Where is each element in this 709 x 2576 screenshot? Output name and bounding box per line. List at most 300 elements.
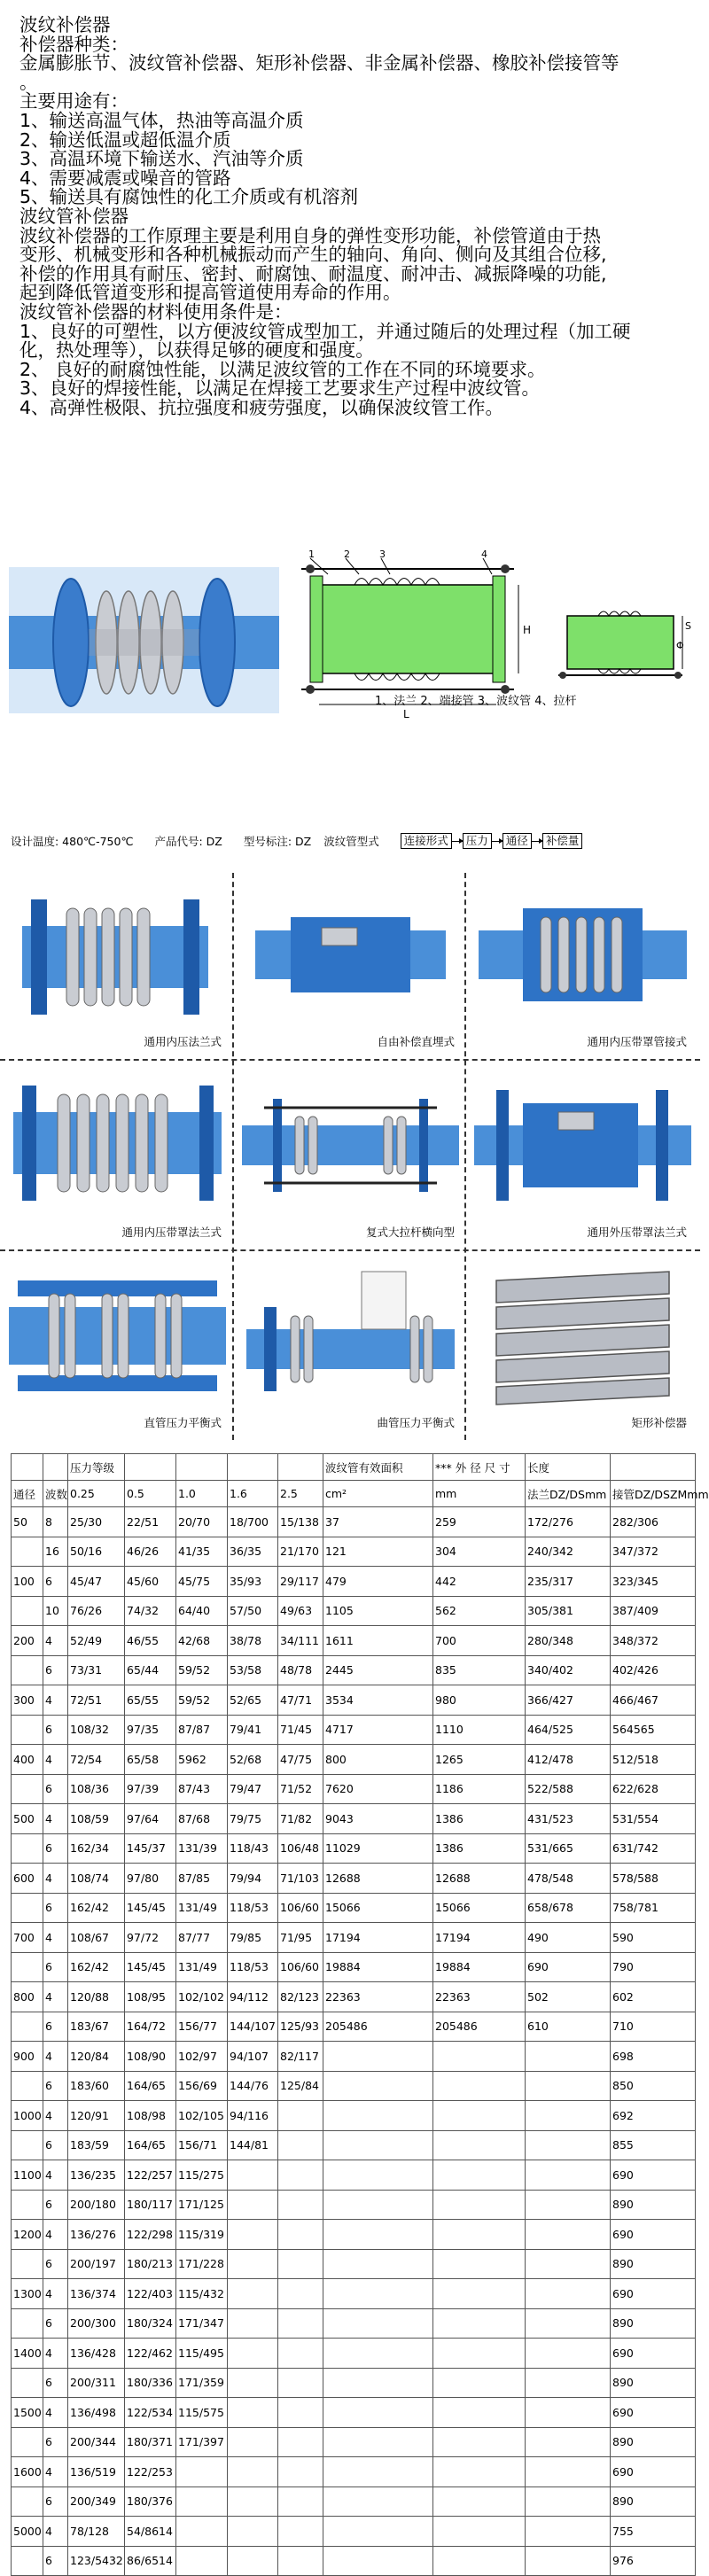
table-row: [12, 2042, 696, 2072]
table-cell: 240/342: [526, 1537, 611, 1567]
table-cell: 通径: [12, 1481, 43, 1507]
table-cell: 144/76: [228, 2071, 278, 2101]
table-cell: 5000: [12, 2517, 43, 2547]
table-cell: 65/55: [125, 1685, 176, 1716]
table-cell: 6: [43, 1715, 68, 1745]
table-cell: 690: [611, 2398, 696, 2428]
table-cell: 690: [611, 2220, 696, 2250]
table-cell: [323, 2190, 433, 2220]
table-row: [12, 1833, 696, 1864]
grid-divider: [0, 1249, 700, 1251]
variant-caption: 通用内压带罩管接式: [587, 1035, 687, 1048]
intro-line: 金属膨胀节、波纹管补偿器、矩形补偿器、非金属补偿器、橡胶补偿接管等: [19, 52, 619, 74]
table-cell: 171/347: [176, 2308, 228, 2339]
table-cell: 106/48: [278, 1833, 323, 1864]
table-row: [12, 2190, 696, 2220]
table-cell: 接管DZ/DSZMmm: [611, 1481, 696, 1507]
table-cell: [228, 2517, 278, 2547]
table-cell: [278, 2427, 323, 2457]
table-cell: 1.0: [176, 1481, 228, 1507]
intro-text: [19, 16, 689, 417]
table-cell: [323, 2249, 433, 2279]
table-cell: 87/43: [176, 1774, 228, 1804]
variant-caption: 通用内压法兰式: [144, 1035, 222, 1048]
table-cell: 45/60: [125, 1567, 176, 1597]
table-row: [12, 2101, 696, 2131]
schematic-label-H: H: [523, 624, 532, 636]
table-cell: [433, 2308, 526, 2339]
variant-caption: 复式大拉杆横向型: [365, 1226, 455, 1239]
table-cell: [176, 2517, 228, 2547]
table-cell: 758/781: [611, 1893, 696, 1923]
table-cell: 53/58: [228, 1655, 278, 1685]
table-cell: 122/403: [125, 2279, 176, 2309]
table-cell: 890: [611, 2190, 696, 2220]
table-cell: 41/35: [176, 1537, 228, 1567]
table-cell: 118/53: [228, 1952, 278, 1982]
table-cell: 6: [43, 1655, 68, 1685]
table-cell: 86/6514: [125, 2546, 176, 2576]
table-cell: 45/75: [176, 1567, 228, 1597]
table-cell: *** 外 径 尺 寸: [433, 1454, 526, 1481]
table-cell: 97/80: [125, 1864, 176, 1894]
table-cell: [228, 2546, 278, 2576]
variant-caption: 曲管压力平衡式: [377, 1416, 455, 1429]
table-cell: 64/40: [176, 1596, 228, 1626]
table-cell: 46/55: [125, 1626, 176, 1656]
intro-line: 4、需要减震或噪音的管路: [19, 167, 231, 189]
table-cell: 200/311: [68, 2368, 125, 2398]
table-cell: [176, 2546, 228, 2576]
table-cell: 466/467: [611, 1685, 696, 1716]
table-cell: 131/39: [176, 1833, 228, 1864]
design-temperature: 设计温度: 480℃-750℃: [11, 835, 134, 848]
table-cell: 122/462: [125, 2339, 176, 2369]
table-cell: 156/77: [176, 2012, 228, 2042]
table-cell: [228, 2427, 278, 2457]
table-cell: 118/43: [228, 1833, 278, 1864]
table-cell: 72/51: [68, 1685, 125, 1716]
table-cell: [278, 2101, 323, 2131]
variant-caption: 直管压力平衡式: [144, 1416, 222, 1429]
table-cell: 121: [323, 1537, 433, 1567]
table-cell: [433, 2220, 526, 2250]
table-cell: 200/344: [68, 2427, 125, 2457]
table-cell: 22363: [433, 1982, 526, 2012]
intro-line: 波纹补偿器: [19, 14, 111, 35]
table-cell: 300: [12, 1685, 43, 1716]
table-cell: [12, 1715, 43, 1745]
table-cell: 800: [323, 1745, 433, 1775]
table-cell: [433, 2279, 526, 2309]
table-cell: [433, 2071, 526, 2101]
table-cell: 1386: [433, 1833, 526, 1864]
table-cell: 22363: [323, 1982, 433, 2012]
table-cell: [526, 2101, 611, 2131]
table-cell: 120/88: [68, 1982, 125, 2012]
table-cell: 710: [611, 2012, 696, 2042]
variant-straight-balanced: [4, 1254, 230, 1436]
table-cell: [278, 2308, 323, 2339]
table-cell: 180/336: [125, 2368, 176, 2398]
table-cell: 123/5432: [68, 2546, 125, 2576]
table-cell: 59/52: [176, 1655, 228, 1685]
table-cell: [526, 2339, 611, 2369]
table-cell: 4: [43, 1685, 68, 1716]
table-cell: 156/71: [176, 2130, 228, 2160]
table-cell: 71/95: [278, 1923, 323, 1953]
table-cell: 97/39: [125, 1774, 176, 1804]
table-cell: 115/432: [176, 2279, 228, 2309]
table-cell: 1600: [12, 2457, 43, 2487]
table-cell: 6: [43, 1774, 68, 1804]
table-cell: 74/32: [125, 1596, 176, 1626]
intro-line: 波纹管补偿器的材料使用条件是：: [19, 300, 292, 323]
table-cell: 12688: [433, 1864, 526, 1894]
table-cell: 890: [611, 2308, 696, 2339]
table-cell: 700: [433, 1626, 526, 1656]
table-cell: 106/60: [278, 1893, 323, 1923]
table-cell: 42/68: [176, 1626, 228, 1656]
table-cell: [433, 2457, 526, 2487]
table-cell: [12, 1833, 43, 1864]
table-cell: 87/85: [176, 1864, 228, 1894]
table-cell: 512/518: [611, 1745, 696, 1775]
table-cell: [12, 2427, 43, 2457]
table-cell: 79/94: [228, 1864, 278, 1894]
box-connection: 连接形式: [401, 833, 452, 849]
table-cell: 100: [12, 1567, 43, 1597]
table-cell: 108/74: [68, 1864, 125, 1894]
table-cell: [433, 2517, 526, 2547]
table-cell: 115/319: [176, 2220, 228, 2250]
grid-divider: [232, 873, 234, 1440]
table-cell: 835: [433, 1655, 526, 1685]
table-cell: [526, 2398, 611, 2428]
table-cell: 6: [43, 1893, 68, 1923]
table-cell: 4: [43, 2339, 68, 2369]
table-cell: [125, 1454, 176, 1481]
table-cell: [12, 2249, 43, 2279]
table-cell: 6: [43, 1833, 68, 1864]
intro-line: 变形、机械变形和各种机械振动而产生的轴向、角向、侧向及其组合位移,: [19, 244, 607, 266]
table-cell: 4: [43, 2517, 68, 2547]
table-cell: 4: [43, 2101, 68, 2131]
table-cell: 145/37: [125, 1833, 176, 1864]
table-row: [12, 2160, 696, 2191]
table-row: [12, 2012, 696, 2042]
table-cell: 72/54: [68, 1745, 125, 1775]
table-cell: 431/523: [526, 1804, 611, 1834]
table-cell: [526, 2457, 611, 2487]
table-cell: [278, 2160, 323, 2191]
table-cell: 1265: [433, 1745, 526, 1775]
table-cell: 108/98: [125, 2101, 176, 2131]
table-cell: 200/349: [68, 2487, 125, 2517]
table-cell: 65/58: [125, 1745, 176, 1775]
table-cell: 79/47: [228, 1774, 278, 1804]
table-cell: 690: [526, 1952, 611, 1982]
table-cell: 29/117: [278, 1567, 323, 1597]
table-cell: 19884: [433, 1952, 526, 1982]
table-cell: [526, 2071, 611, 2101]
table-cell: 1110: [433, 1715, 526, 1745]
product-code: 产品代号: DZ: [154, 835, 222, 848]
table-cell: 115/275: [176, 2160, 228, 2191]
table-cell: 19884: [323, 1952, 433, 1982]
table-cell: 200/197: [68, 2249, 125, 2279]
table-cell: [433, 2368, 526, 2398]
table-cell: [433, 2339, 526, 2369]
table-cell: 8: [43, 1507, 68, 1537]
variant-general-flange: [4, 873, 230, 1055]
table-cell: 108/95: [125, 1982, 176, 2012]
table-cell: 71/52: [278, 1774, 323, 1804]
table-cell: [323, 2368, 433, 2398]
table-cell: 108/67: [68, 1923, 125, 1953]
variant-tie-rod: [238, 1063, 464, 1245]
table-cell: [433, 2398, 526, 2428]
table-cell: 47/75: [278, 1745, 323, 1775]
table-cell: [323, 2160, 433, 2191]
table-cell: 4: [43, 2220, 68, 2250]
table-cell: 131/49: [176, 1893, 228, 1923]
table-cell: 11029: [323, 1833, 433, 1864]
grid-divider: [464, 873, 466, 1440]
table-cell: 20/70: [176, 1507, 228, 1537]
box-diameter: 通径: [503, 833, 532, 849]
table-cell: 500: [12, 1804, 43, 1834]
table-cell: 120/91: [68, 2101, 125, 2131]
intro-line: 。: [19, 71, 38, 93]
table-row: [12, 1596, 696, 1626]
table-cell: 16: [43, 1537, 68, 1567]
table-cell: 71/45: [278, 1715, 323, 1745]
table-cell: [323, 2101, 433, 2131]
table-cell: 900: [12, 2042, 43, 2072]
intro-line: 起到降低管道变形和提高管道使用寿命的作用。: [19, 282, 401, 304]
table-cell: 46/26: [125, 1537, 176, 1567]
table-cell: 259: [433, 1507, 526, 1537]
table-cell: 890: [611, 2249, 696, 2279]
table-cell: 122/253: [125, 2457, 176, 2487]
table-cell: 54/8614: [125, 2517, 176, 2547]
table-cell: 200: [12, 1626, 43, 1656]
table-cell: 631/742: [611, 1833, 696, 1864]
table-row: [12, 1952, 696, 1982]
table-cell: 700: [12, 1923, 43, 1953]
table-cell: [526, 2160, 611, 2191]
table-cell: 590: [611, 1923, 696, 1953]
table-cell: 1.6: [228, 1481, 278, 1507]
table-cell: 162/34: [68, 1833, 125, 1864]
table-cell: 304: [433, 1537, 526, 1567]
table-row: [12, 1537, 696, 1567]
table-cell: 6: [43, 2427, 68, 2457]
table-cell: 180/376: [125, 2487, 176, 2517]
table-cell: [526, 2427, 611, 2457]
table-cell: 6: [43, 2130, 68, 2160]
intro-line: 1、输送高温气体，热油等高温介质: [19, 109, 304, 131]
table-cell: 71/103: [278, 1864, 323, 1894]
table-cell: 980: [433, 1685, 526, 1716]
table-row: [12, 2546, 696, 2576]
table-cell: 50/16: [68, 1537, 125, 1567]
table-cell: 479: [323, 1567, 433, 1597]
table-cell: 97/35: [125, 1715, 176, 1745]
table-cell: 48/78: [278, 1655, 323, 1685]
table-cell: 115/575: [176, 2398, 228, 2428]
table-cell: [228, 2398, 278, 2428]
table-cell: 102/102: [176, 1982, 228, 2012]
intro-line: 补偿的作用具有耐压、密封、耐腐蚀、耐温度、耐冲击、减振降噪的功能,: [19, 262, 607, 284]
table-row: [12, 2339, 696, 2369]
variant-direct-buried: [238, 873, 464, 1055]
table-cell: 136/276: [68, 2220, 125, 2250]
table-cell: 531/554: [611, 1804, 696, 1834]
table-cell: 49/63: [278, 1596, 323, 1626]
table-cell: [278, 2249, 323, 2279]
table-cell: [433, 2190, 526, 2220]
table-cell: [526, 2190, 611, 2220]
table-cell: 115/495: [176, 2339, 228, 2369]
table-cell: 4: [43, 2279, 68, 2309]
table-row: [12, 1982, 696, 2012]
intro-line: 1、良好的可塑性，以方便波纹管成型加工，并通过随后的处理过程（加工硬: [19, 320, 631, 342]
schematic-label-phi: Φ: [676, 640, 684, 651]
table-cell: 136/498: [68, 2398, 125, 2428]
table-cell: 578/588: [611, 1864, 696, 1894]
table-cell: 690: [611, 2279, 696, 2309]
table-cell: 464/525: [526, 1715, 611, 1745]
table-cell: 52/65: [228, 1685, 278, 1716]
table-cell: 97/72: [125, 1923, 176, 1953]
table-row: [12, 2279, 696, 2309]
table-cell: [323, 2398, 433, 2428]
arrow-icon: [452, 841, 463, 842]
table-cell: 690: [611, 2160, 696, 2191]
table-cell: [526, 2279, 611, 2309]
table-cell: 171/359: [176, 2368, 228, 2398]
intro-line: 3、高温环境下输送水、汽油等介质: [19, 148, 304, 170]
table-cell: 610: [526, 2012, 611, 2042]
table-cell: 890: [611, 2427, 696, 2457]
table-cell: 282/306: [611, 1507, 696, 1537]
table-row: [12, 1893, 696, 1923]
variant-caption: 自由补偿直埋式: [377, 1035, 455, 1048]
grid-divider: [0, 1059, 700, 1061]
table-cell: 0.25: [68, 1481, 125, 1507]
spec-table-grid: [11, 1453, 709, 2576]
table-cell: 52/49: [68, 1626, 125, 1656]
schematic-label-L: L: [403, 708, 409, 720]
table-cell: 122/534: [125, 2398, 176, 2428]
table-row: [12, 2427, 696, 2457]
table-cell: 78/128: [68, 2517, 125, 2547]
table-cell: 法兰DZ/DSmm: [526, 1481, 611, 1507]
table-cell: 622/628: [611, 1774, 696, 1804]
table-cell: [433, 2249, 526, 2279]
table-cell: 17194: [433, 1923, 526, 1953]
table-cell: [526, 2308, 611, 2339]
table-cell: 6: [43, 1567, 68, 1597]
table-row: [12, 1507, 696, 1537]
table-cell: [12, 2190, 43, 2220]
table-row: [12, 1715, 696, 1745]
table-row: [12, 1745, 696, 1775]
table-cell: 1300: [12, 2279, 43, 2309]
table-cell: [176, 1454, 228, 1481]
table-cell: 200/180: [68, 2190, 125, 2220]
table-cell: 171/397: [176, 2427, 228, 2457]
table-cell: [278, 2487, 323, 2517]
table-cell: [323, 2220, 433, 2250]
table-cell: [12, 1952, 43, 1982]
table-cell: 4: [43, 1804, 68, 1834]
table-cell: [526, 2220, 611, 2250]
variant-shield-flange: [4, 1063, 230, 1245]
table-cell: 600: [12, 1864, 43, 1894]
table-cell: [12, 2487, 43, 2517]
table-cell: [228, 2487, 278, 2517]
table-cell: 531/665: [526, 1833, 611, 1864]
table-cell: [526, 2368, 611, 2398]
table-cell: 108/59: [68, 1804, 125, 1834]
table-cell: 47/71: [278, 1685, 323, 1716]
table-cell: 164/65: [125, 2130, 176, 2160]
table-cell: 94/112: [228, 1982, 278, 2012]
table-row: [12, 2398, 696, 2428]
table-cell: [526, 2042, 611, 2072]
table-cell: 348/372: [611, 1626, 696, 1656]
table-cell: 125/93: [278, 2012, 323, 2042]
table-cell: [12, 2546, 43, 2576]
table-cell: 35/93: [228, 1567, 278, 1597]
table-cell: 波数: [43, 1481, 68, 1507]
table-cell: 136/519: [68, 2457, 125, 2487]
table-cell: 6: [43, 2487, 68, 2517]
table-cell: 4: [43, 1745, 68, 1775]
table-cell: 3534: [323, 1685, 433, 1716]
table-cell: 144/107: [228, 2012, 278, 2042]
variant-rectangular: [470, 1254, 696, 1436]
table-cell: [228, 2220, 278, 2250]
table-cell: 890: [611, 2487, 696, 2517]
table-cell: 21/170: [278, 1537, 323, 1567]
table-cell: 87/77: [176, 1923, 228, 1953]
table-cell: [43, 1454, 68, 1481]
table-cell: 1100: [12, 2160, 43, 2191]
table-cell: 108/32: [68, 1715, 125, 1745]
table-cell: 15066: [323, 1893, 433, 1923]
table-cell: 82/123: [278, 1982, 323, 2012]
table-cell: 压力等级: [68, 1454, 125, 1481]
table-header-row: [12, 1481, 696, 1507]
table-row: [12, 1864, 696, 1894]
table-cell: [12, 1537, 43, 1567]
table-cell: 658/678: [526, 1893, 611, 1923]
table-cell: [176, 2457, 228, 2487]
table-cell: 122/257: [125, 2160, 176, 2191]
table-cell: 1500: [12, 2398, 43, 2428]
table-cell: 200/300: [68, 2308, 125, 2339]
table-cell: 4: [43, 1626, 68, 1656]
table-cell: 76/26: [68, 1596, 125, 1626]
table-cell: [433, 2042, 526, 2072]
table-cell: 755: [611, 2517, 696, 2547]
table-cell: [278, 2339, 323, 2369]
table-cell: [228, 2368, 278, 2398]
